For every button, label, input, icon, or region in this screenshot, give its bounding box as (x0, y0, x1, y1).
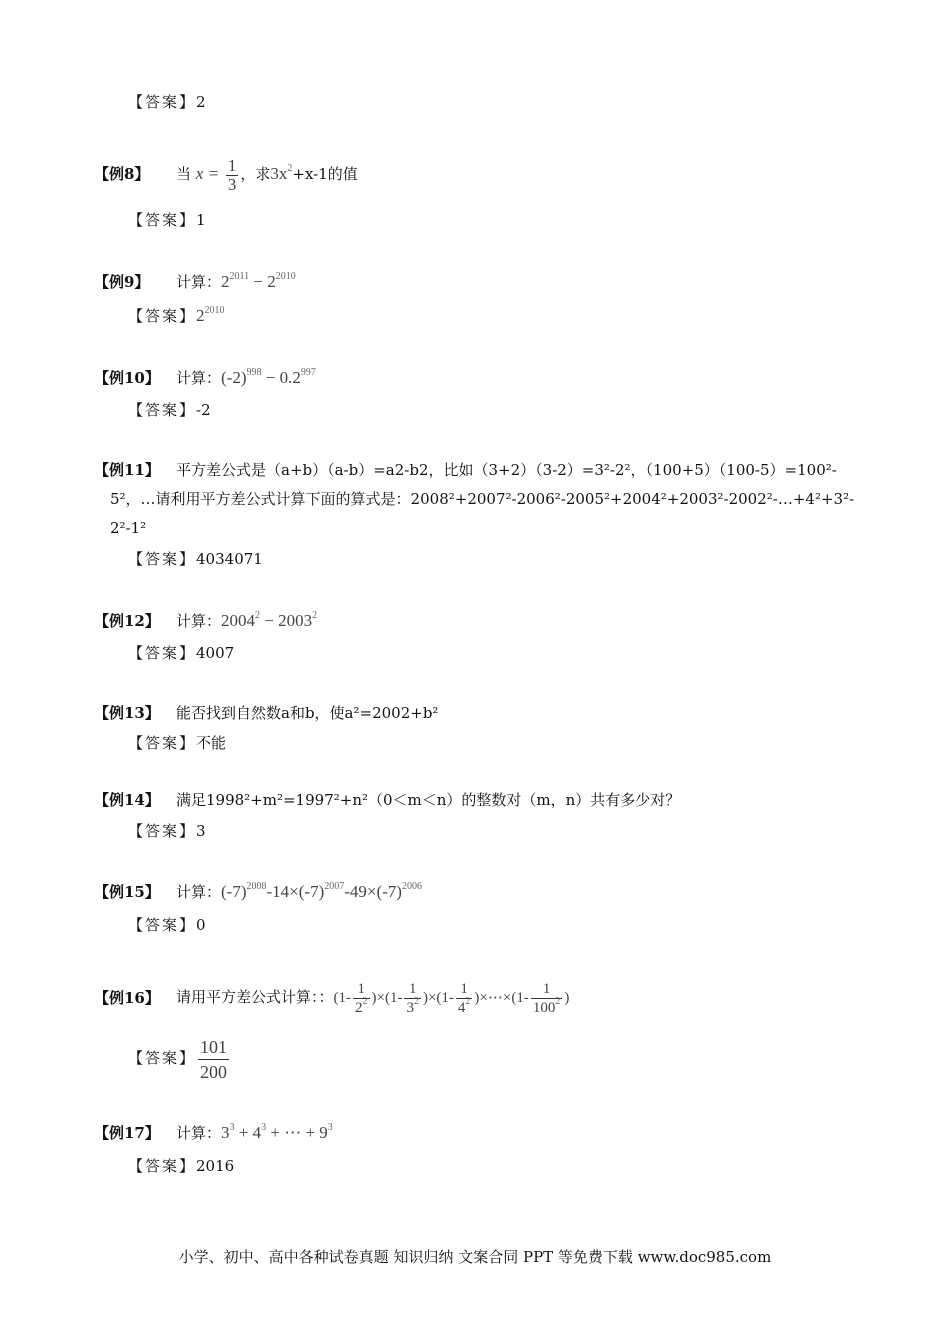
answer-value: 2 (196, 93, 206, 111)
example-15-answer: 【答案】0 (128, 916, 206, 934)
example-16-label: 【例16】 (94, 989, 160, 1007)
example-12-label: 【例12】 (94, 612, 160, 630)
example-8-answer: 【答案】1 (128, 211, 206, 229)
example-10-answer: 【答案】-2 (128, 401, 211, 419)
example-14-answer: 【答案】3 (128, 822, 206, 840)
answer-label: 【答案】 (128, 93, 197, 111)
answer-top (128, 92, 206, 112)
example-16-answer: 【答案】 $\frac{101}{200}$ (128, 1036, 228, 1082)
example-12-question: 计算：$2004^2 - 2003^2$ (176, 610, 318, 630)
example-11-line-1: 平方差公式是（a+b）（a-b）=a2-b2，比如（3+2）（3-2）=3²-2²，（100+5）（100-5）=100²- (176, 461, 837, 479)
example-13-question: 能否找到自然数a和b，使a²=2002+b² (176, 704, 439, 722)
example-17-answer: 【答案】2016 (128, 1157, 235, 1175)
example-12-answer: 【答案】4007 (128, 644, 235, 662)
example-14-label: 【例14】 (94, 791, 160, 809)
example-14-question: 满足1998²+m²=1997²+n²（0＜m＜n）的整数对（m，n）共有多少对？ (176, 791, 681, 809)
example-11-line-3: 2²-1² (110, 519, 147, 537)
example-13-answer: 【答案】不能 (128, 734, 227, 752)
example-9-question: 计算：$2^{2011} - 2^{2010}$ (176, 271, 296, 291)
example-11-line-2: 5²，…请利用平方差公式计算下面的算式是：2008²+2007²-2006²-2005²+2004²+2003²-2002²-…+4²+3²- (110, 490, 855, 508)
page-footer: 小学、初中、高中各种试卷真题 知识归纳 文案合同 PPT 等免费下载 www.doc985.com (178, 1248, 772, 1266)
example-17-question: 计算：$3^3 + 4^3$ + ⋯ + $9^3$ (176, 1122, 333, 1142)
answer-fraction: $\frac{101}{200}$ (200, 1036, 228, 1082)
example-9-label: 【例9】 (94, 273, 150, 291)
example-16-question: 请用平方差公式计算：：(1- $\frac{1}{2^2}$ )×(1- $\frac{1}{3^2}$ )×(1- $\frac{1}{4^2}$ )×⋯×(1- $\frac{1}{100^2}$ ) (176, 981, 570, 1017)
example-17-label: 【例17】 (94, 1124, 160, 1142)
example-8-question: 当 x = $\frac{1}{3}$ ，求$3x^2+x-1$的值 (176, 155, 358, 194)
example-13-label: 【例13】 (94, 704, 160, 722)
example-11-label: 【例11】 (94, 461, 160, 479)
example-15-question: 计算：$(-7)^{2008}-14\times(-7)^{2007}-49\times(-7)^{2006}$ (176, 881, 422, 901)
example-11-answer: 【答案】4034071 (128, 550, 263, 568)
example-9-answer: 【答案】$2^{2010}$ (128, 305, 225, 325)
example-15-label: 【例15】 (94, 883, 160, 901)
example-10-label: 【例10】 (94, 369, 160, 387)
example-10-question: 计算：$(-2)^{998} - 0.2^{997}$ (176, 367, 316, 387)
example-8-label: 【例8】 (94, 165, 150, 183)
fraction-one-third: $\frac{1}{3}$ (227, 155, 237, 194)
